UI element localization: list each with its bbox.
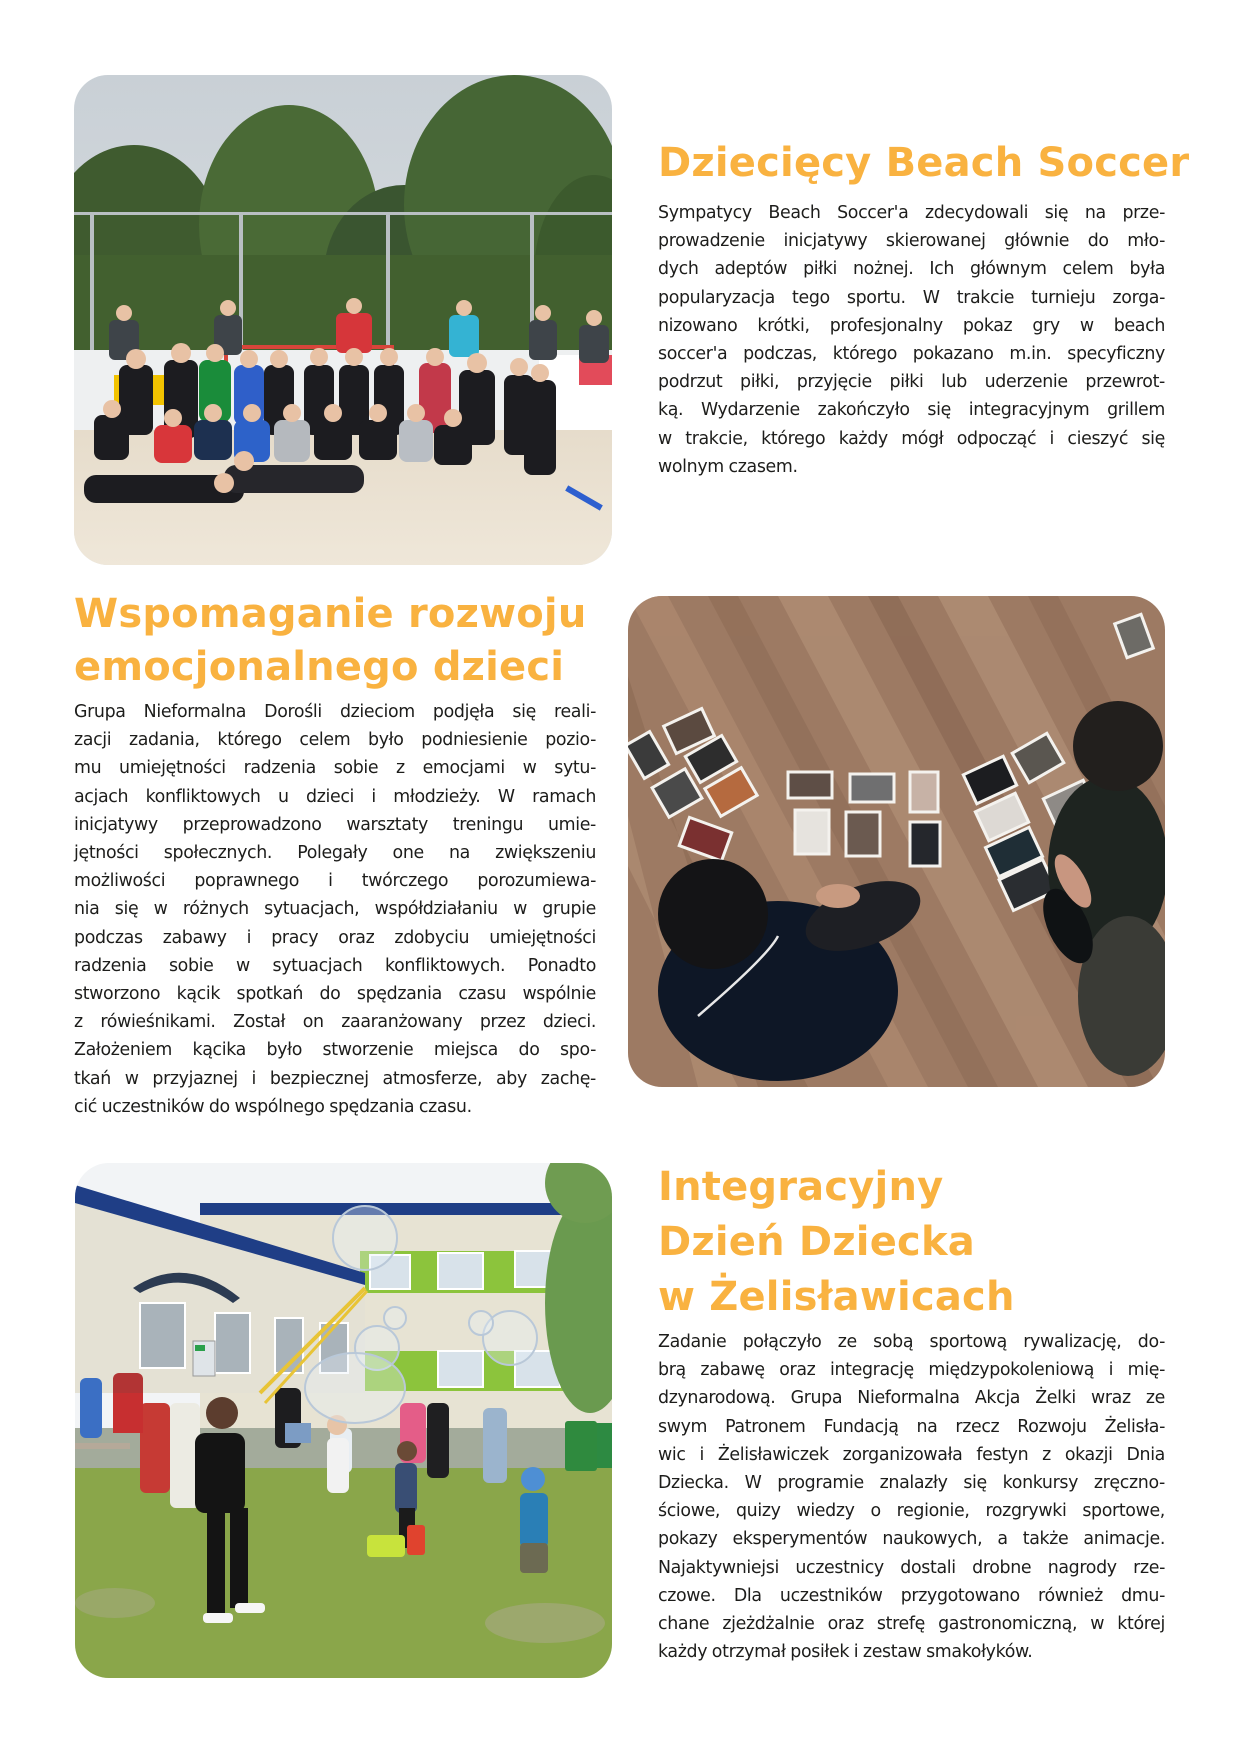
text-line: nia się w różnych sytuacjach, współdziałaniu w grupie bbox=[74, 899, 596, 920]
text-line: tkań w przyjaznej i bezpiecznej atmosferze, aby zachę- bbox=[74, 1068, 596, 1089]
section-title-childrens-day bbox=[658, 1160, 1015, 1325]
text-line: ką. Wydarzenie zakończyło się integracyjnym grillem bbox=[658, 400, 1165, 421]
beach-soccer-photo-icon bbox=[74, 75, 612, 565]
text-line: każdy otrzymał posiłek i zestaw smakołyków. bbox=[658, 1642, 1033, 1663]
text-line: wic i Żelisławiczek zorganizowała festyn z okazji Dnia bbox=[658, 1444, 1165, 1465]
title-line: w Żelisławicach bbox=[658, 1274, 1015, 1320]
text-line: cić uczestników do wspólnego spędzania czasu. bbox=[74, 1096, 472, 1117]
text-line: radzenia sobie w sytuacjach konfliktowych. Ponadto bbox=[74, 955, 596, 976]
text-line: w trakcie, którego każdy mógł odpocząć i cieszyć się bbox=[658, 428, 1165, 449]
text-line: pokazy eksperymentów naukowych, a także animacje. bbox=[658, 1529, 1165, 1550]
text-line: Sympatycy Beach Soccer'a zdecydowali się na prze- bbox=[658, 203, 1165, 223]
text-line: swym Patronem Fundacją na rzecz Rozwoju Żelisła- bbox=[658, 1416, 1165, 1437]
photo-soap-bubbles-festival bbox=[75, 1163, 612, 1678]
title-line: emocjonalnego dzieci bbox=[74, 644, 565, 690]
text-line: Założeniem kącika było stworzenie miejsca do spo- bbox=[74, 1040, 596, 1061]
section-title-beach-soccer: Dziecięcy Beach Soccer bbox=[658, 140, 1190, 186]
text-line: z rówieśnikami. Został on zaaranżowany przez dzieci. bbox=[74, 1012, 596, 1033]
section-body-emotional-development bbox=[74, 698, 596, 1121]
text-line: dzynarodową. Grupa Nieformalna Akcja Żelki wraz ze bbox=[658, 1388, 1165, 1409]
text-line: podczas zabawy i pracy oraz zdobyciu umiejętności bbox=[74, 927, 596, 948]
text-line: Najaktywniejsi uczestnicy dostali drobne nagrody rze- bbox=[658, 1557, 1165, 1578]
section-body-beach-soccer bbox=[658, 199, 1165, 481]
text-line: Grupa Nieformalna Dorośli dzieciom podjęła się reali- bbox=[74, 702, 596, 722]
photo-children-with-cards bbox=[628, 596, 1165, 1087]
text-line: możliwości poprawnego i twórczego porozumiewa- bbox=[74, 871, 596, 892]
title-line: Integracyjny bbox=[658, 1164, 944, 1210]
text-line: popularyzacja tego sportu. W trakcie turnieju zorga- bbox=[658, 287, 1165, 308]
text-line: prowadzenie inicjatywy skierowanej głównie do mło- bbox=[658, 231, 1165, 252]
text-line: acjach konfliktowych u dzieci i młodzieży. W ramach bbox=[74, 786, 596, 807]
text-line: nizowano krótki, profesjonalny pokaz gry w beach bbox=[658, 315, 1165, 336]
text-line: brą zabawę oraz integrację międzypokoleniową i mię- bbox=[658, 1360, 1165, 1381]
title-line: Dzień Dziecka bbox=[658, 1219, 975, 1265]
text-line: ściowe, quizy wiedzy o regionie, rozgrywki sportowe, bbox=[658, 1501, 1165, 1522]
text-line: chane zjeżdżalnie oraz strefę gastronomiczną, w której bbox=[658, 1614, 1165, 1635]
children-cards-photo-icon bbox=[628, 596, 1165, 1087]
text-line: wolnym czasem. bbox=[658, 456, 798, 477]
text-line: jętności społecznych. Polegały one na zwiększeniu bbox=[74, 843, 596, 864]
section-title-emotional-development bbox=[74, 588, 587, 694]
text-line: dych adeptów piłki nożnej. Ich głównym celem była bbox=[658, 259, 1165, 280]
text-line: podrzut piłki, przyjęcie piłki lub uderzenie przewrot- bbox=[658, 372, 1165, 393]
text-line: Zadanie połączyło ze sobą sportową rywalizację, do- bbox=[658, 1332, 1165, 1352]
text-line: mu umiejętności radzenia sobie z emocjami w sytu- bbox=[74, 758, 596, 779]
bubbles-festival-photo-icon bbox=[75, 1163, 612, 1678]
text-line: soccer'a podczas, którego pokazano m.in. specyficzny bbox=[658, 344, 1165, 365]
text-line: stworzono kącik spotkań do spędzania czasu wspólnie bbox=[74, 984, 596, 1005]
text-line: zacji zadania, którego celem było podniesienie pozio- bbox=[74, 730, 596, 751]
text-line: inicjatywy przeprowadzono warsztaty treningu umie- bbox=[74, 814, 596, 835]
text-line: czowe. Dla uczestników przygotowano również dmu- bbox=[658, 1585, 1165, 1606]
section-body-childrens-day bbox=[658, 1328, 1165, 1666]
photo-beach-soccer bbox=[74, 75, 612, 565]
title-line: Wspomaganie rozwoju bbox=[74, 591, 587, 637]
text-line: Dziecka. W programie znalazły się konkursy zręczno- bbox=[658, 1473, 1165, 1494]
